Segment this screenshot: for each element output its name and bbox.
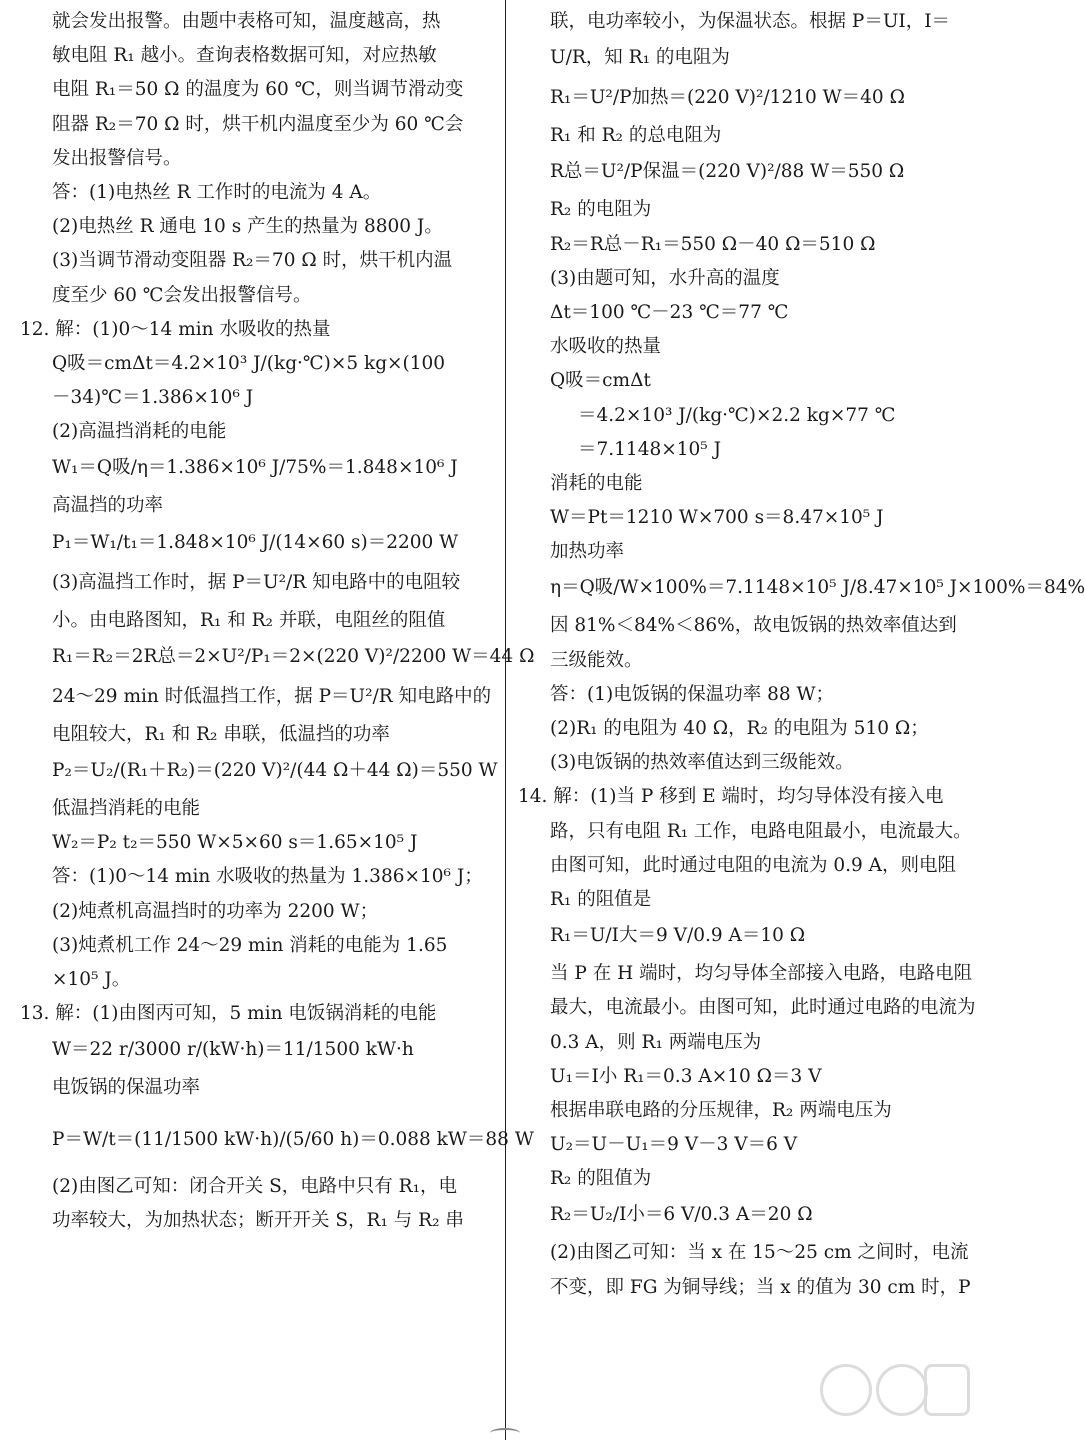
text-line: 高温挡的功率 xyxy=(52,495,164,517)
text-line: (2)由图乙可知：当 x 在 15～25 cm 之间时，电流 xyxy=(550,1242,969,1264)
text-line: 12. 解：(1)0～14 min 水吸收的热量 xyxy=(20,318,331,340)
text-line: R₁＝U/I大＝9 V/0.9 A＝10 Ω xyxy=(550,925,806,947)
text-line: 加热功率 xyxy=(550,541,625,563)
text-line: R₂ 的阻值为 xyxy=(550,1168,652,1190)
text-line: 敏电阻 R₁ 越小。查询表格数据可知，对应热敏 xyxy=(52,45,437,67)
text-line: ＝7.1148×10⁵ J xyxy=(578,438,721,460)
text-line: ＝4.2×10³ J/(kg·℃)×2.2 kg×77 ℃ xyxy=(578,404,896,426)
text-line: R₂ 的电阻为 xyxy=(550,199,652,221)
text-line: 答：(1)电饭锅的保温功率 88 W； xyxy=(550,683,835,705)
text-line: 就会发出报警。由题中表格可知，温度越高，热 xyxy=(52,11,441,32)
text-line: 14. 解：(1)当 P 移到 E 端时，均匀导体没有接入电 xyxy=(518,786,944,808)
text-line: 消耗的电能 xyxy=(550,472,643,494)
text-line: 路，只有电阻 R₁ 工作，电路电阻最小，电流最大。 xyxy=(550,820,972,842)
text-line: 度至少 60 ℃会发出报警信号。 xyxy=(52,284,312,306)
text-line: 阻器 R₂＝70 Ω 时，烘干机内温度至少为 60 ℃会 xyxy=(52,113,464,135)
text-line: (2)由图乙可知：闭合开关 S，电路中只有 R₁，电 xyxy=(52,1175,457,1197)
text-line: P＝W/t＝(11/1500 kW·h)/(5/60 h)＝0.088 kW＝88 W xyxy=(52,1128,534,1150)
text-line: W₁＝Q吸/η＝1.386×10⁶ J/75%＝1.848×10⁶ J xyxy=(52,457,458,479)
text-line: (3)由题可知，水升高的温度 xyxy=(550,267,780,289)
text-line: 不变，即 FG 为铜导线；当 x 的值为 30 cm 时，P xyxy=(550,1276,971,1298)
text-line: W＝22 r/3000 r/(kW·h)＝11/1500 kW·h xyxy=(52,1039,414,1061)
text-line: (3)炖煮机工作 24～29 min 消耗的电能为 1.65 xyxy=(52,934,448,956)
text-line: (3)高温挡工作时，据 P＝U²/R 知电路中的电阻较 xyxy=(52,571,461,593)
text-line: Q吸＝cmΔt＝4.2×10³ J/(kg·℃)×5 kg×(100 xyxy=(52,352,446,374)
text-line: ×10⁵ J。 xyxy=(52,968,131,990)
text-line: P₁＝W₁/t₁＝1.848×10⁶ J/(14×60 s)＝2200 W xyxy=(52,531,459,553)
text-line: 13. 解：(1)由图丙可知，5 min 电饭锅消耗的电能 xyxy=(20,1003,437,1025)
text-line: 24～29 min 时低温挡工作，据 P＝U²/R 知电路中的 xyxy=(52,685,492,707)
text-line: 水吸收的热量 xyxy=(550,336,662,358)
footer-mark xyxy=(490,1428,520,1438)
right-column xyxy=(518,10,1085,1310)
column-divider xyxy=(505,0,506,1440)
text-line: R₁＝U²/P加热＝(220 V)²/1210 W＝40 Ω xyxy=(550,87,905,109)
text-line: 答：(1)0～14 min 水吸收的热量为 1.386×10⁶ J； xyxy=(52,866,483,888)
text-line: 当 P 在 H 端时，均匀导体全部接入电路，电路电阻 xyxy=(550,963,973,985)
text-line: (2)电热丝 R 通电 10 s 产生的热量为 8800 J。 xyxy=(52,216,443,238)
text-line: R₁ 和 R₂ 的总电阻为 xyxy=(550,125,722,147)
text-line: －34)℃＝1.386×10⁶ J xyxy=(52,387,254,409)
text-line: 小。由电路图知，R₁ 和 R₂ 并联，电阻丝的阻值 xyxy=(52,609,446,631)
text-line: 功率较大，为加热状态；断开开关 S，R₁ 与 R₂ 串 xyxy=(52,1209,464,1231)
text-line: 低温挡消耗的电能 xyxy=(52,798,201,819)
text-line: 联，电功率较小，为保温状态。根据 P＝UI，I＝ xyxy=(550,11,951,32)
text-line: 三级能效。 xyxy=(550,649,643,671)
text-line: 电阻 R₁＝50 Ω 的温度为 60 ℃，则当调节滑动变 xyxy=(52,79,464,101)
text-line: 因 81%＜84%＜86%，故电饭锅的热效率值达到 xyxy=(550,615,957,637)
text-line: (2)炖煮机高温挡时的功率为 2200 W； xyxy=(52,900,379,922)
text-line: 根据串联电路的分压规律，R₂ 两端电压为 xyxy=(550,1099,892,1121)
text-line: R₂＝U₂/I小＝6 V/0.3 A＝20 Ω xyxy=(550,1204,813,1226)
text-line: 0.3 A，则 R₁ 两端电压为 xyxy=(550,1031,762,1053)
text-line: W＝Pt＝1210 W×700 s＝8.47×10⁵ J xyxy=(550,507,884,529)
text-line: R₁ 的阻值是 xyxy=(550,888,652,910)
left-column xyxy=(20,10,535,1243)
text-line: U₂＝U－U₁＝9 V－3 V＝6 V xyxy=(550,1134,798,1156)
text-line: Δt＝100 ℃－23 ℃＝77 ℃ xyxy=(550,301,789,323)
text-line: (3)电饭锅的热效率值达到三级能效。 xyxy=(550,752,854,774)
text-line: 由图可知，此时通过电阻的电流为 0.9 A，则电阻 xyxy=(550,854,957,876)
text-line: R₁＝R₂＝2R总＝2×U²/P₁＝2×(220 V)²/2200 W＝44 Ω xyxy=(52,645,535,667)
text-line: Q吸＝cmΔt xyxy=(550,370,651,392)
text-line: P₂＝U₂/(R₁＋R₂)＝(220 V)²/(44 Ω＋44 Ω)＝550 W xyxy=(52,760,498,781)
text-line: U₁＝I小 R₁＝0.3 A×10 Ω＝3 V xyxy=(550,1065,822,1087)
text-line: 电阻较大，R₁ 和 R₂ 串联，低温挡的功率 xyxy=(52,723,390,745)
text-line: R₂＝R总－R₁＝550 Ω－40 Ω＝510 Ω xyxy=(550,233,876,255)
text-line: 电饭锅的保温功率 xyxy=(52,1077,201,1099)
text-line: U/R，知 R₁ 的电阻为 xyxy=(550,47,730,69)
text-line: (2)高温挡消耗的电能 xyxy=(52,421,227,443)
text-line: 发出报警信号。 xyxy=(52,147,182,169)
watermark-logo xyxy=(820,1356,970,1416)
text-line: (3)当调节滑动变阻器 R₂＝70 Ω 时，烘干机内温 xyxy=(52,250,453,272)
text-line: 答：(1)电热丝 R 工作时的电流为 4 A。 xyxy=(52,181,382,203)
text-line: R总＝U²/P保温＝(220 V)²/88 W＝550 Ω xyxy=(550,161,905,183)
text-line: η＝Q吸/W×100%＝7.1148×10⁵ J/8.47×10⁵ J×100%＝84% xyxy=(550,577,1085,599)
text-line: (2)R₁ 的电阻为 40 Ω，R₂ 的电阻为 510 Ω； xyxy=(550,718,929,739)
text-line: 最大，电流最小。由图可知，此时通过电路的电流为 xyxy=(550,997,976,1019)
text-line: W₂＝P₂ t₂＝550 W×5×60 s＝1.65×10⁵ J xyxy=(52,832,418,854)
